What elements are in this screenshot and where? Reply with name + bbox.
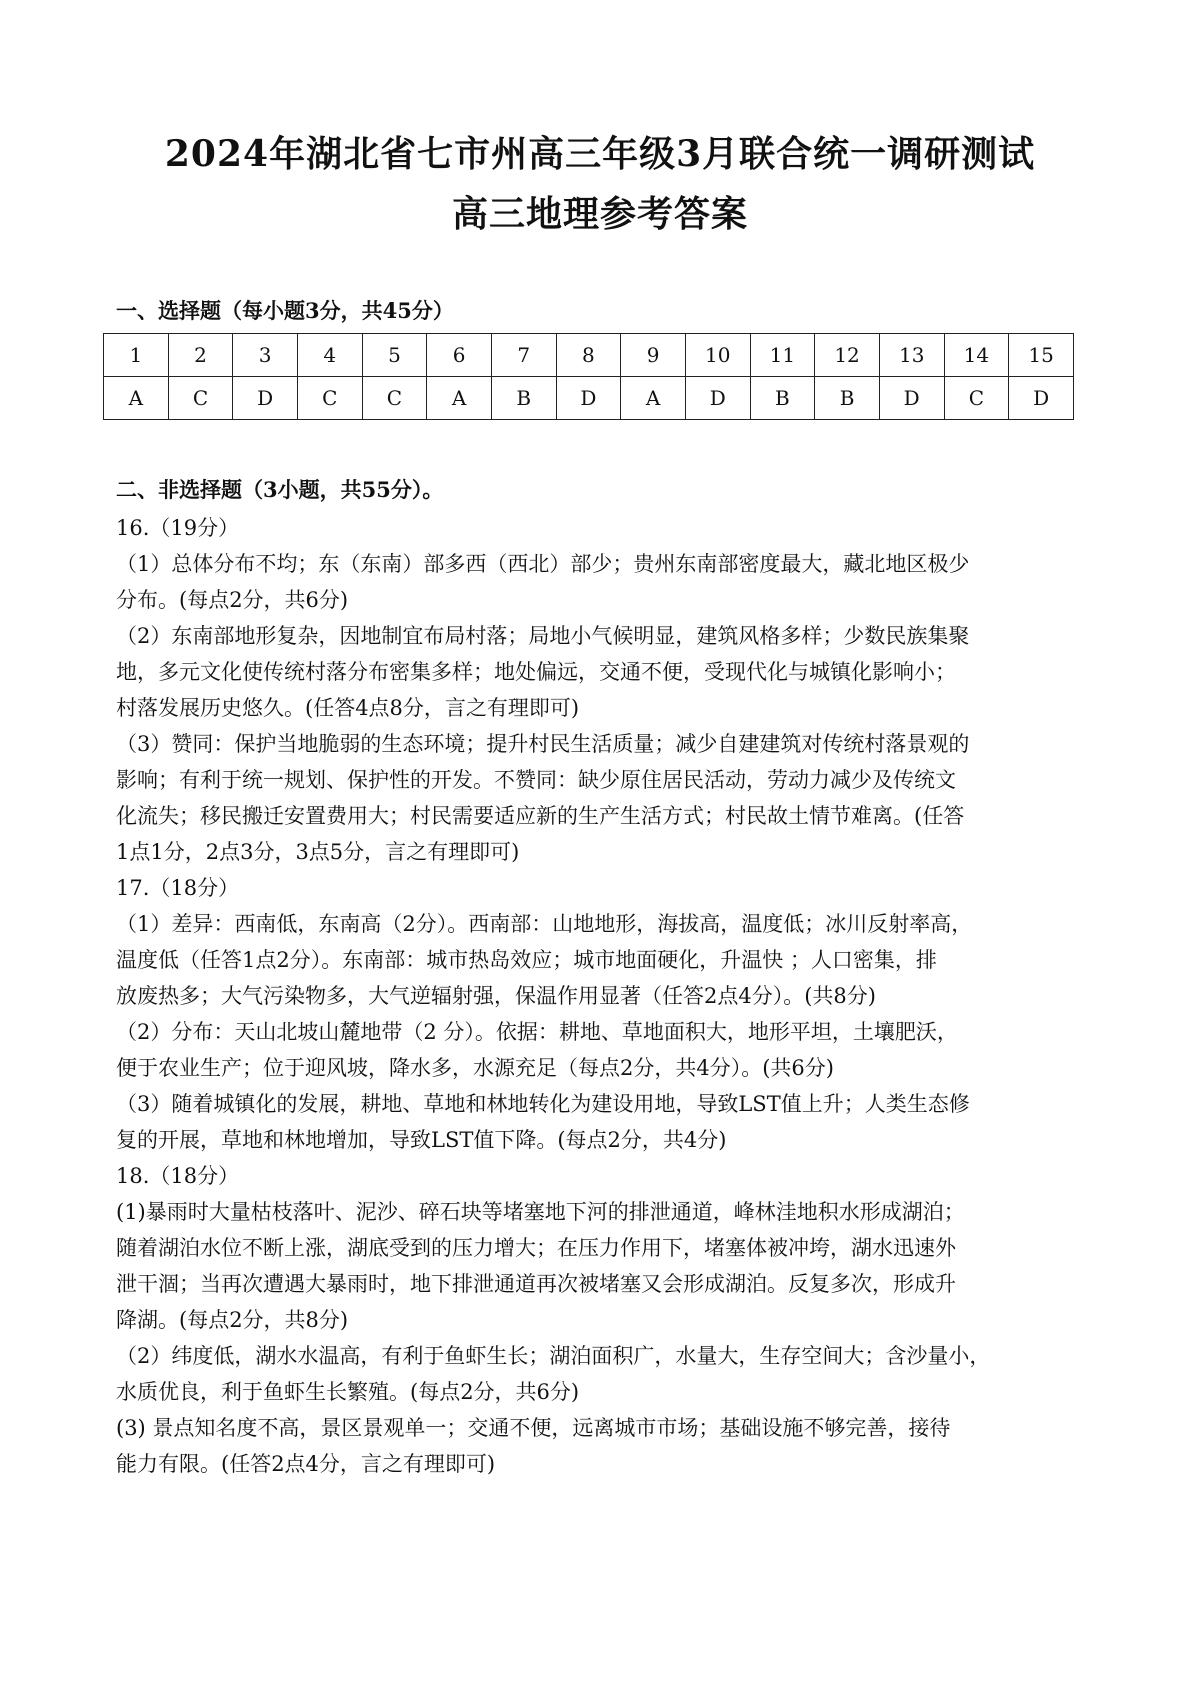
- answer-cell: B: [750, 377, 815, 420]
- question-number: 3: [233, 334, 298, 377]
- answer-line: 放废热多；大气污染物多，大气逆辐射强，保温作用显著（任答2点4分）。(共8分): [116, 984, 876, 1008]
- answer-body: [116, 510, 1094, 1482]
- answer-line: 随着湖泊水位不断上涨，湖底受到的压力增大；在压力作用下，堵塞体被冲垮，湖水迅速外: [116, 1236, 956, 1260]
- q17-heading: 17.（18分）: [116, 876, 240, 900]
- question-number: 7: [491, 334, 556, 377]
- question-number: 2: [168, 334, 233, 377]
- answer-cell: D: [233, 377, 298, 420]
- answer-line: 村落发展历史悠久。(任答4点8分，言之有理即可): [116, 696, 580, 720]
- answer-line: 泄干涸；当再次遭遇大暴雨时，地下排泄通道再次被堵塞又会形成湖泊。反复多次，形成升: [116, 1272, 956, 1296]
- answer-cell: A: [621, 377, 686, 420]
- answer-line: （1）总体分布不均；东（东南）部多西（西北）部少；贵州东南部密度最大，藏北地区极少: [116, 552, 970, 576]
- answer-line: 便于农业生产；位于迎风坡，降水多，水源充足（每点2分，共4分）。(共6分): [116, 1056, 834, 1080]
- answer-line: 温度低（任答1点2分）。东南部：城市热岛效应；城市地面硬化，升温快 ；人口密集，排: [116, 948, 937, 972]
- answer-line: 化流失；移民搬迁安置费用大；村民需要适应新的生产生活方式；村民故土情节难离。(任答: [116, 804, 965, 828]
- answer-cell: D: [1009, 377, 1074, 420]
- answer-cell: D: [556, 377, 621, 420]
- answer-line: 分布。(每点2分，共6分): [116, 588, 349, 612]
- question-number: 13: [879, 334, 944, 377]
- answer-line: （2）纬度低，湖水水温高，有利于鱼虾生长；湖泊面积广，水量大，生存空间大；含沙量小，: [116, 1344, 991, 1368]
- answer-line: 复的开展，草地和林地增加，导致LST值下降。(每点2分，共4分): [116, 1128, 727, 1152]
- answer-cell: C: [944, 377, 1009, 420]
- answer-cell: D: [685, 377, 750, 420]
- answer-cell: C: [168, 377, 233, 420]
- question-number: 15: [1009, 334, 1074, 377]
- q18-heading: 18.（18分）: [116, 1164, 240, 1188]
- answer-line: 地，多元文化使传统村落分布密集多样；地处偏远，交通不便，受现代化与城镇化影响小；: [116, 660, 956, 684]
- answer-cell: B: [815, 377, 880, 420]
- answer-line: (3) 景点知名度不高，景区景观单一；交通不便，远离城市市场；基础设施不够完善，接待: [116, 1416, 951, 1440]
- q16-heading: 16.（19分）: [116, 516, 240, 540]
- answer-line: 水质优良，利于鱼虾生长繁殖。(每点2分，共6分): [116, 1380, 580, 1404]
- answer-line: （3）赞同：保护当地脆弱的生态环境；提升村民生活质量；减少自建建筑对传统村落景观的: [116, 732, 970, 756]
- answer-cell: A: [104, 377, 169, 420]
- answer-cell: C: [362, 377, 427, 420]
- answer-line: 影响；有利于统一规划、保护性的开发。不赞同：缺少原住居民活动，劳动力减少及传统文: [116, 768, 956, 792]
- answer-line: 能力有限。(任答2点4分，言之有理即可): [116, 1452, 496, 1476]
- answer-cell: C: [297, 377, 362, 420]
- answer-line: （2）东南部地形复杂，因地制宜布局村落；局地小气候明显，建筑风格多样；少数民族集聚: [116, 624, 970, 648]
- answer-line: 1点1分，2点3分，3点5分，言之有理即可): [116, 840, 520, 864]
- question-number: 10: [685, 334, 750, 377]
- question-number: 8: [556, 334, 621, 377]
- answer-table: [103, 333, 1074, 420]
- question-number: 1: [104, 334, 169, 377]
- answer-line: （3）随着城镇化的发展，耕地、草地和林地转化为建设用地，导致LST值上升；人类生态修: [116, 1092, 970, 1116]
- page-subtitle: 高三地理参考答案: [451, 193, 748, 235]
- answer-cell: A: [427, 377, 492, 420]
- section-2-heading: 二、非选择题（3小题，共55分）。: [116, 477, 444, 502]
- question-number: 4: [297, 334, 362, 377]
- question-number: 11: [750, 334, 815, 377]
- answer-line: (1)暴雨时大量枯枝落叶、泥沙、碎石块等堵塞地下河的排泄通道，峰林洼地积水形成湖泊；: [116, 1200, 965, 1224]
- answer-cell: B: [491, 377, 556, 420]
- question-number: 5: [362, 334, 427, 377]
- answer-row: [104, 377, 1074, 420]
- answer-line: （1）差异：西南低，东南高（2分）。西南部：山地地形，海拔高，温度低；冰川反射率高，: [116, 912, 973, 936]
- question-number: 9: [621, 334, 686, 377]
- answer-line: 降湖。(每点2分，共8分): [116, 1308, 349, 1332]
- answer-line: （2）分布：天山北坡山麓地带（2 分）。依据：耕地、草地面积大，地形平坦，土壤肥沃，: [116, 1020, 958, 1044]
- question-number: 6: [427, 334, 492, 377]
- page-title: 2024年湖北省七市州高三年级3月联合统一调研测试: [164, 133, 1036, 175]
- question-number: 14: [944, 334, 1009, 377]
- section-1-heading: 一、选择题（每小题3分，共45分）: [116, 298, 454, 323]
- question-number-row: [104, 334, 1074, 377]
- answer-cell: D: [879, 377, 944, 420]
- question-number: 12: [815, 334, 880, 377]
